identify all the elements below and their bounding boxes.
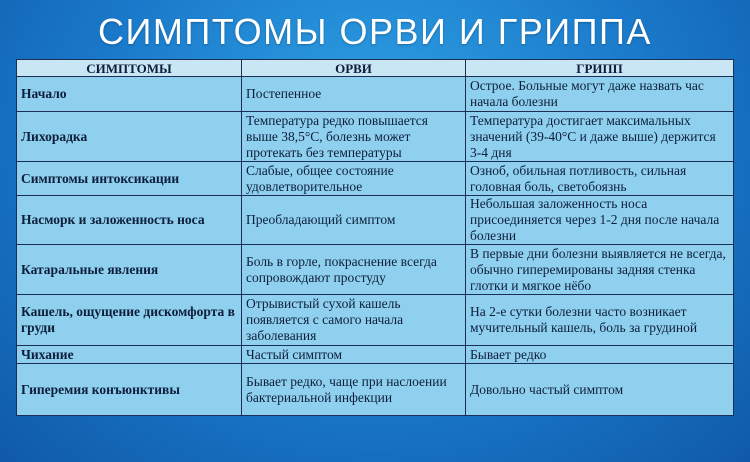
flu-cell: Небольшая заложенность носа присоединяется через 1-2 дня после начала болезни: [466, 196, 734, 245]
flu-cell: Острое. Больные могут даже назвать час начала болезни: [466, 77, 734, 112]
flu-cell: На 2-е сутки болезни часто возникает мучительный кашель, боль за грудиной: [466, 295, 734, 346]
flu-cell: Бывает редко: [466, 346, 734, 364]
orvi-cell: Слабые, общее состояние удовлетворительное: [242, 162, 466, 196]
symptom-cell: Катаральные явления: [17, 245, 242, 295]
orvi-cell: Боль в горле, покраснение всегда сопровождают простуду: [242, 245, 466, 295]
symptom-cell: Лихорадка: [17, 112, 242, 162]
table-row: [17, 245, 734, 295]
table-row: [17, 364, 734, 416]
orvi-cell: Температура редко повышается выше 38,5°С, болезнь может протекать без температуры: [242, 112, 466, 162]
orvi-cell: Постепенное: [242, 77, 466, 112]
table-row: [17, 77, 734, 112]
table-row: [17, 346, 734, 364]
symptoms-table: [16, 59, 734, 416]
orvi-cell: Преобладающий симптом: [242, 196, 466, 245]
table-row: [17, 295, 734, 346]
symptom-cell: Гиперемия конъюнктивы: [17, 364, 242, 416]
header-symptoms: СИМПТОМЫ: [17, 60, 242, 77]
header-orvi: ОРВИ: [242, 60, 466, 77]
orvi-cell: Частый симптом: [242, 346, 466, 364]
flu-cell: Довольно частый симптом: [466, 364, 734, 416]
flu-cell: Температура достигает максимальных значений (39-40°С и даже выше) держится 3-4 дня: [466, 112, 734, 162]
symptom-cell: Чихание: [17, 346, 242, 364]
orvi-cell: Бывает редко, чаще при наслоении бактериальной инфекции: [242, 364, 466, 416]
orvi-cell: Отрывистый сухой кашель появляется с самого начала заболевания: [242, 295, 466, 346]
table-header-row: [17, 60, 734, 77]
flu-cell: В первые дни болезни выявляется не всегда, обычно гиперемированы задняя стенка глотки и мягкое нёбо: [466, 245, 734, 295]
symptom-cell: Начало: [17, 77, 242, 112]
symptom-cell: Насморк и заложенность носа: [17, 196, 242, 245]
page-title: СИМПТОМЫ ОРВИ И ГРИППА: [98, 11, 652, 52]
flu-cell: Озноб, обильная потливость, сильная головная боль, светобоязнь: [466, 162, 734, 196]
symptom-cell: Симптомы интоксикации: [17, 162, 242, 196]
table-row: [17, 196, 734, 245]
header-flu: ГРИПП: [466, 60, 734, 77]
table-row: [17, 112, 734, 162]
symptom-cell: Кашель, ощущение дискомфорта в груди: [17, 295, 242, 346]
table-row: [17, 162, 734, 196]
